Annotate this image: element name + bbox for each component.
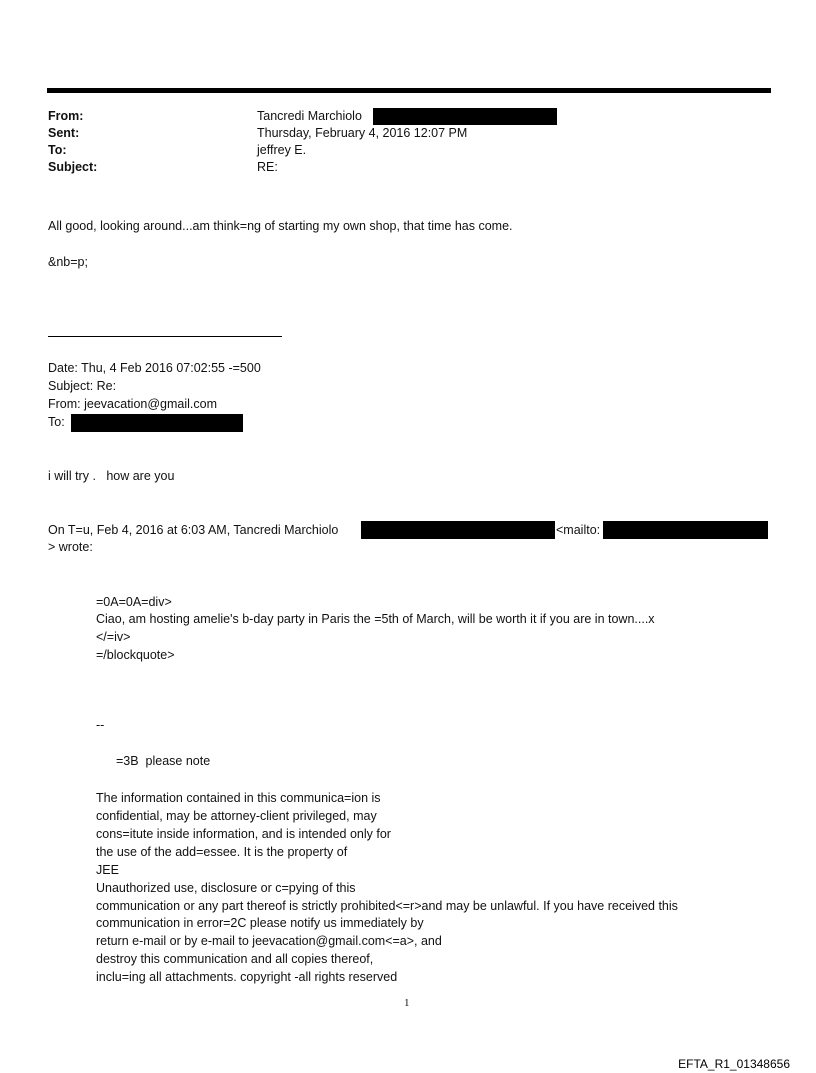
to-label: To: xyxy=(48,143,67,157)
disclaimer-line: return e-mail or by e-mail to jeevacation@gmail.com<=a>, and xyxy=(96,934,442,948)
from-value: Tancredi Marchiolo xyxy=(257,109,362,123)
quote-line: =/blockquote> xyxy=(96,648,175,662)
subject-label: Subject: xyxy=(48,160,98,174)
quoted-date: Date: Thu, 4 Feb 2016 07:02:55 -=500 xyxy=(48,361,261,375)
disclaimer-line: destroy this communication and all copies thereof, xyxy=(96,952,374,966)
quote-line: Ciao, am hosting amelie's b-day party in Paris the =5th of March, will be worth it if you are in town....x xyxy=(96,612,655,626)
quoted-to: To: xyxy=(48,415,65,429)
disclaimer-line: communication or any part thereof is strictly prohibited<=r>and may be unlawful. If you have received this xyxy=(96,899,678,913)
separator-line xyxy=(48,336,282,337)
mailto-text: <mailto: xyxy=(556,523,601,537)
disclaimer-line: cons=itute inside information, and is intended only for xyxy=(96,827,391,841)
subject-value: RE: xyxy=(257,160,278,174)
sent-value: Thursday, February 4, 2016 12:07 PM xyxy=(257,126,468,140)
quote-line: </=iv> xyxy=(96,630,131,644)
body-line: &nb=p; xyxy=(48,255,88,269)
signature-note: =3B please note xyxy=(116,754,211,768)
disclaimer-line: the use of the add=essee. It is the property of xyxy=(96,845,348,859)
quoted-subject: Subject: Re: xyxy=(48,379,117,393)
redaction xyxy=(71,414,243,432)
disclaimer-line: communication in error=2C please notify us immediately by xyxy=(96,916,424,930)
sent-label: Sent: xyxy=(48,126,80,140)
redaction xyxy=(361,521,555,539)
header-rule xyxy=(47,88,771,93)
redaction xyxy=(373,108,557,125)
to-value: jeffrey E. xyxy=(257,143,307,157)
disclaimer-line: Unauthorized use, disclosure or c=pying of this xyxy=(96,881,356,895)
disclaimer-line: The information contained in this communica=ion is xyxy=(96,791,381,805)
page-number: 1 xyxy=(404,997,410,1009)
disclaimer-line: inclu=ing all attachments. copyright -all rights reserved xyxy=(96,970,398,984)
bates-number: EFTA_R1_01348656 xyxy=(678,1057,790,1071)
quote-line: =0A=0A=div> xyxy=(96,595,172,609)
disclaimer-line: JEE xyxy=(96,863,119,877)
disclaimer-line: confidential, may be attorney-client privileged, may xyxy=(96,809,377,823)
attribution-wrote: > wrote: xyxy=(48,540,93,554)
body-line: All good, looking around...am think=ng of starting my own shop, that time has come. xyxy=(48,219,513,233)
signature-dashes: -- xyxy=(96,718,105,732)
redaction xyxy=(603,521,768,539)
from-label: From: xyxy=(48,109,84,123)
reply-text: i will try . how are you xyxy=(48,469,175,483)
attribution-line: On T=u, Feb 4, 2016 at 6:03 AM, Tancredi Marchiolo xyxy=(48,523,339,537)
quoted-from: From: jeevacation@gmail.com xyxy=(48,397,217,411)
